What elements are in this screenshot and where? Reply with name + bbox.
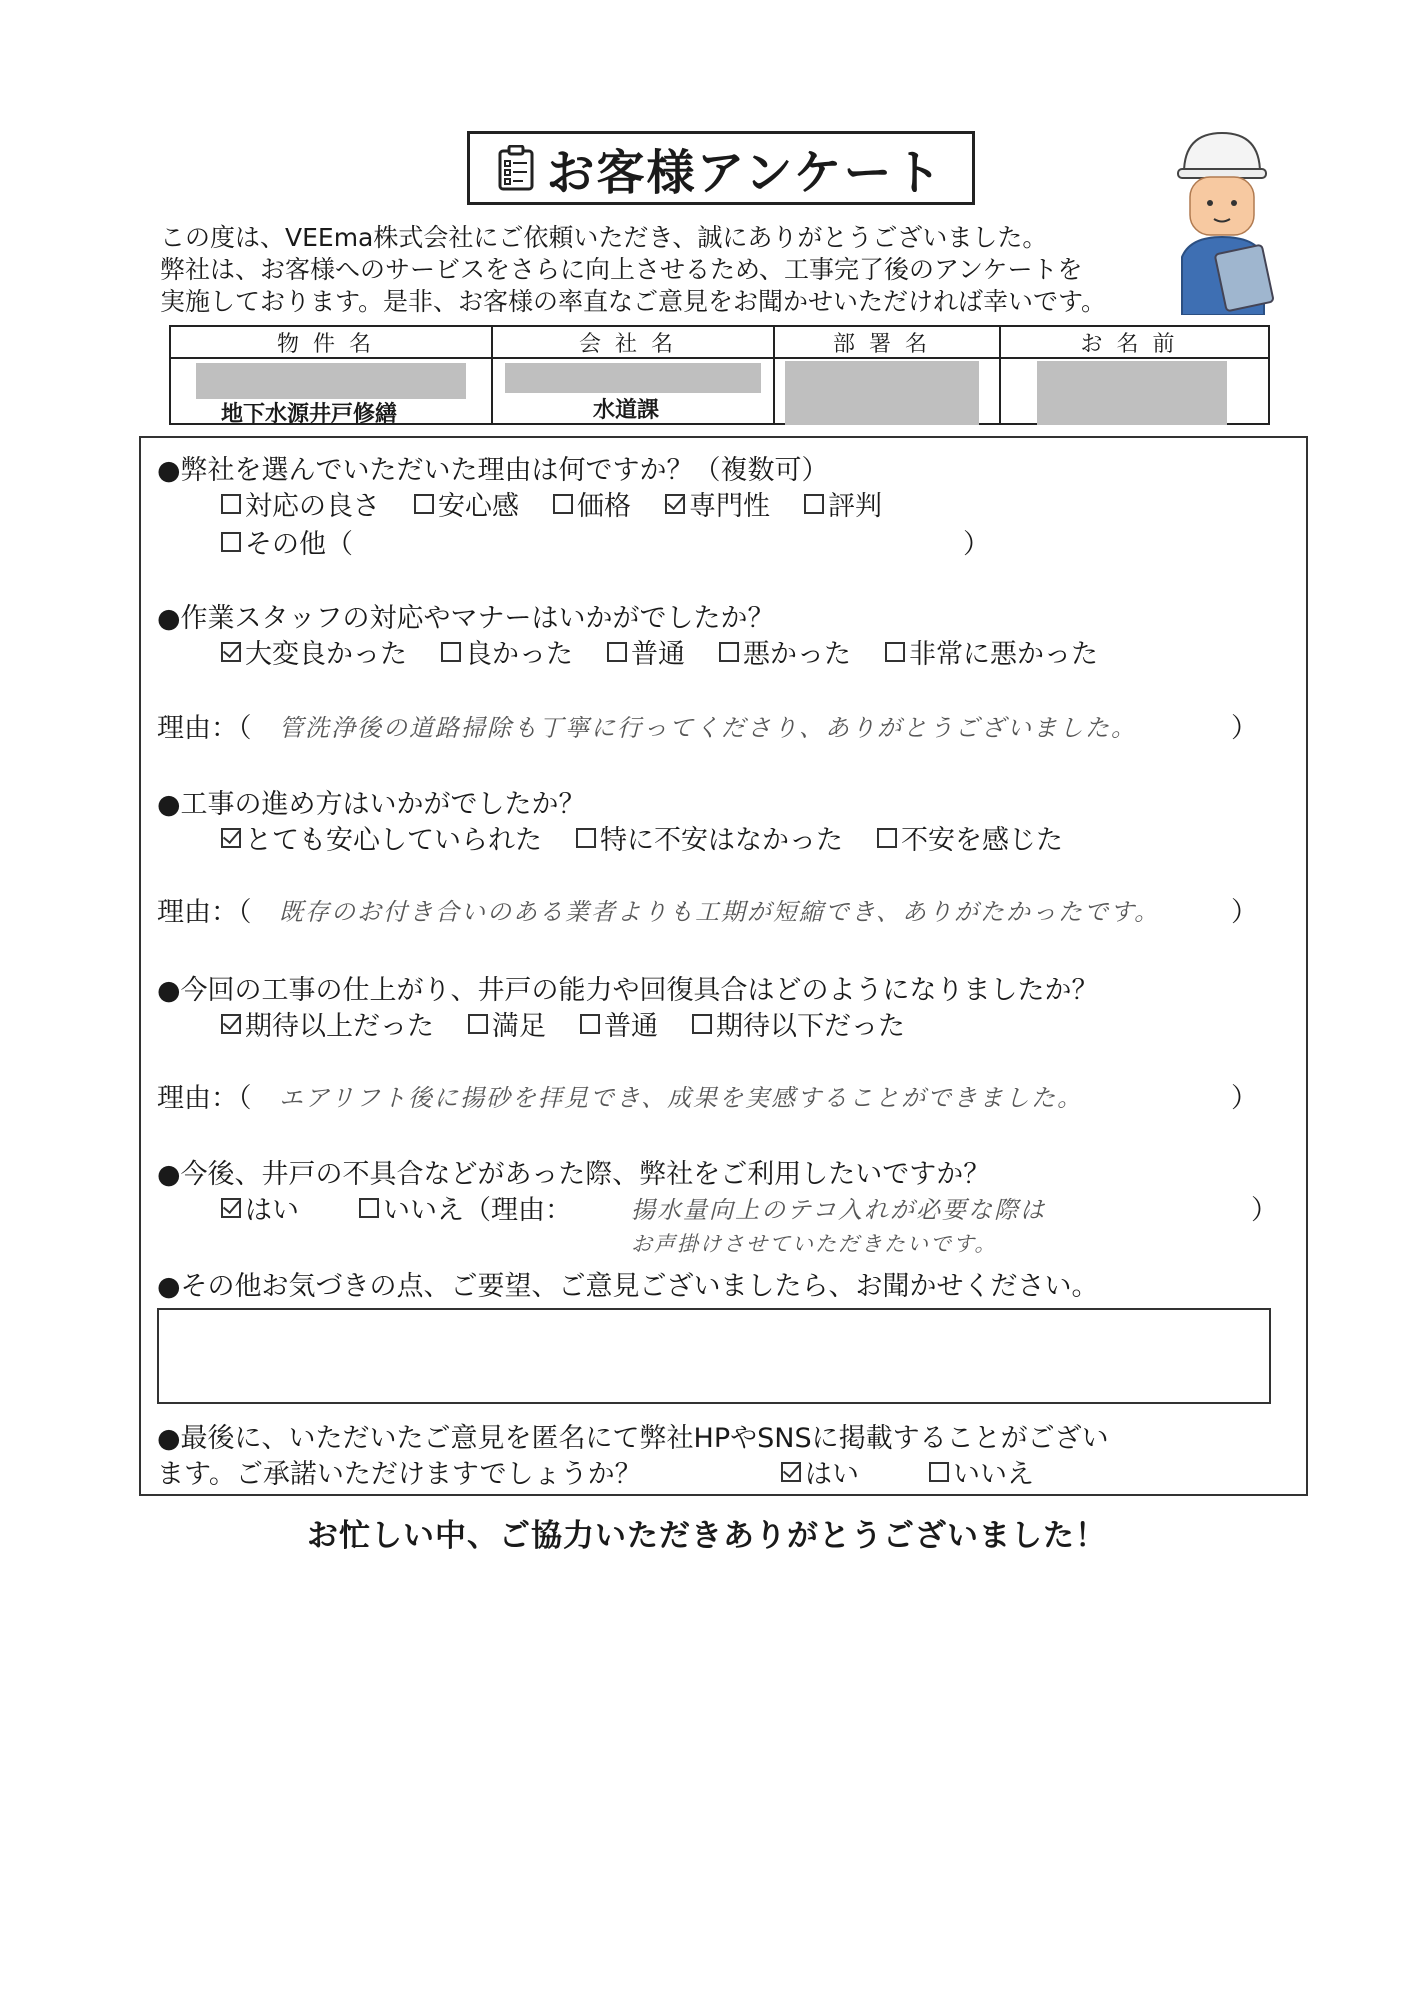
checkbox[interactable] [607,642,627,662]
q4-option[interactable] [692,1004,905,1043]
closing-message: お忙しい中、ご協力いただきありがとうございました！ [307,1518,1107,1554]
worker-illustration-icon [1170,125,1280,315]
q3-question: ●工事の進め方はいかがでしたか？ [157,789,586,820]
checkbox[interactable] [885,642,905,662]
option-label: いいえ [953,1459,1034,1490]
q6-question: ●その他お気づきの点、ご要望、ご意見ございましたら、お聞かせください。 [157,1271,1099,1302]
redacted-block [1037,361,1227,425]
checkbox[interactable] [221,494,241,514]
option-label: 評判 [828,491,882,522]
option-label: その他（ [245,529,353,560]
q1-question: ●弊社を選んでいただいた理由は何ですか？（複数可） [157,455,829,486]
option-label: 普通 [631,639,685,670]
q7-question-line2: ます。ご承諾いただけますでしょうか？ [157,1459,642,1490]
q7-option-no[interactable] [929,1452,1034,1491]
q2-option[interactable] [719,632,851,671]
q3-options [221,818,1097,857]
checkbox[interactable] [414,494,434,514]
paren-close: ） [1231,897,1258,928]
option-label: 期待以上だった [245,1011,434,1042]
q4-option[interactable] [221,1004,434,1043]
checkbox[interactable] [580,1014,600,1034]
q1-option[interactable] [221,484,380,523]
q2-options [221,632,1132,671]
header-name: お名前 [1001,327,1268,359]
option-label: 安心感 [438,491,519,522]
q4-option[interactable] [468,1004,546,1043]
checkbox[interactable] [359,1198,379,1218]
redacted-block [505,363,761,393]
q4-reason-handwritten: エアリフト後に揚砂を拝見でき、成果を実感することができました。 [279,1084,1084,1112]
option-label: 価格 [577,491,631,522]
q1-option[interactable] [665,484,770,523]
q1-other [221,522,387,561]
property-name-value: 地下水源井戸修繕 [221,402,398,427]
redacted-block [196,363,466,399]
intro-line-1: この度は、VEEma株式会社にご依頼いただき、誠にありがとうございました。 [160,223,1048,252]
q5-reason-handwritten-line2: お声掛けさせていただきたいです。 [631,1232,998,1256]
checkbox[interactable] [719,642,739,662]
q1-option-other[interactable] [221,522,353,561]
paren-close: ） [1231,713,1258,744]
q5-option-no[interactable] [359,1188,572,1227]
option-label: はい [245,1195,299,1226]
q3-reason-handwritten: 既存のお付き合いのある業者よりも工期が短縮でき、ありがたかったです。 [279,898,1161,926]
q1-option[interactable] [414,484,519,523]
q1-option[interactable] [553,484,631,523]
q2-reason-handwritten: 管洗浄後の道路掃除も丁寧に行ってくださり、ありがとうございました。 [279,714,1137,742]
checkbox[interactable] [553,494,573,514]
q4-question: ●今回の工事の仕上がり、井戸の能力や回復具合はどのようになりましたか？ [157,975,1099,1006]
header-property: 物件名 [171,327,491,359]
q7-options [781,1452,1068,1491]
q5-options [221,1188,606,1227]
q2-option[interactable] [607,632,685,671]
checkbox[interactable] [692,1014,712,1034]
checkbox[interactable] [804,494,824,514]
page-title: お客様アンケート [546,144,944,201]
q4-options [221,1004,939,1043]
checkbox-checked[interactable] [221,828,241,848]
option-label: 悪かった [743,639,851,670]
option-label: とても安心していられた [245,825,542,856]
customer-info-table [169,325,1270,425]
option-label: 普通 [604,1011,658,1042]
comments-textbox[interactable] [157,1308,1271,1404]
department-value: 水道課 [593,398,660,423]
q5-question: ●今後、井戸の不具合などがあった際、弊社をご利用したいですか？ [157,1159,991,1190]
option-label: はい [805,1459,859,1490]
q5-reason-handwritten-line1: 揚水量向上のテコ入れが必要な際は [631,1196,1047,1224]
checkbox[interactable] [576,828,596,848]
checkbox[interactable] [221,532,241,552]
option-label: 対応の良さ [245,491,380,522]
q2-reason-label: 理由：（ [157,713,252,744]
checkbox-checked[interactable] [665,494,685,514]
q5-option-yes[interactable] [221,1188,299,1227]
clipboard-icon [498,145,534,191]
q4-reason-label: 理由：（ [157,1083,252,1114]
checkbox[interactable] [441,642,461,662]
option-label: 不安を感じた [901,825,1063,856]
paren-close: ） [1251,1195,1278,1226]
checkbox[interactable] [468,1014,488,1034]
q2-question: ●作業スタッフの対応やマナーはいかがでしたか？ [157,603,775,634]
q1-option[interactable] [804,484,882,523]
q2-option[interactable] [441,632,573,671]
option-label: 特に不安はなかった [600,825,843,856]
column-company [493,327,775,423]
header-company: 会社名 [493,327,773,359]
option-label: 大変良かった [245,639,407,670]
q7-question-line1: ●最後に、いただいたご意見を匿名にて弊社HPやSNSに掲載することがござい [157,1423,1109,1454]
option-label: 満足 [492,1011,546,1042]
paren-close: ） [1231,1083,1258,1114]
q3-option[interactable] [576,818,843,857]
column-property [171,327,493,427]
checkbox-checked[interactable] [221,1198,241,1218]
survey-box [139,436,1308,1496]
option-label: いいえ（理由： [383,1195,572,1226]
q2-option[interactable] [885,632,1098,671]
paren-close: ） [963,529,990,560]
q4-option[interactable] [580,1004,658,1043]
q3-reason-label: 理由：（ [157,897,252,928]
q3-option[interactable] [877,818,1063,857]
survey-title-box [467,131,975,205]
option-label: 専門性 [689,491,770,522]
intro-line-2: 弊社は、お客様へのサービスをさらに向上させるため、工事完了後のアンケートを [160,255,1083,284]
q1-options [221,484,916,523]
checkbox[interactable] [877,828,897,848]
q7-option-yes[interactable] [781,1452,859,1491]
column-name [1001,327,1268,423]
q3-option[interactable] [221,818,542,857]
checkbox[interactable] [929,1462,949,1482]
checkbox-checked[interactable] [221,1014,241,1034]
q2-option[interactable] [221,632,407,671]
intro-line-3: 実施しております。是非、お客様の率直なご意見をお聞かせいただければ幸いです。 [160,287,1107,316]
option-label: 期待以下だった [716,1011,905,1042]
column-department [775,327,1001,423]
redacted-block [785,361,979,425]
header-department: 部署名 [775,327,999,359]
option-label: 非常に悪かった [909,639,1098,670]
option-label: 良かった [465,639,573,670]
checkbox-checked[interactable] [221,642,241,662]
checkbox-checked[interactable] [781,1462,801,1482]
